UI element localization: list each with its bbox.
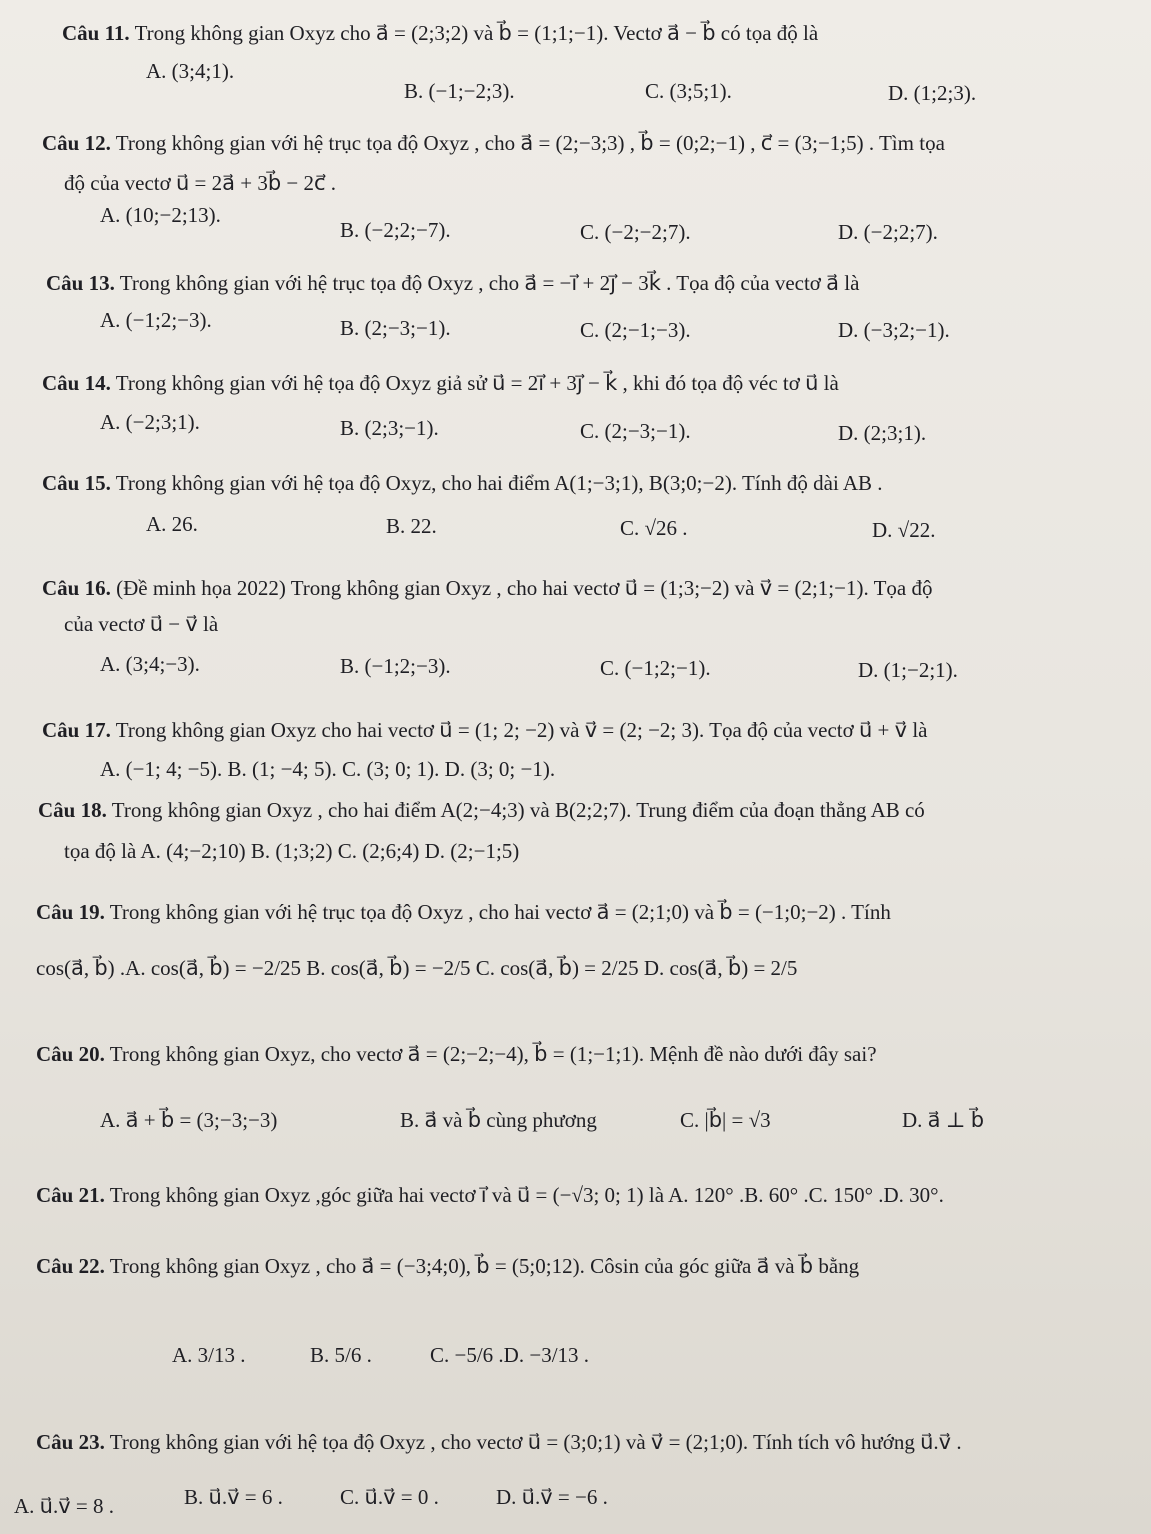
question-22-number: Câu 22. [36,1254,105,1278]
question-11-option-c: C. (3;5;1). [645,79,732,103]
question-16-option-a: A. (3;4;−3). [100,652,200,676]
question-14-stem [42,370,839,396]
question-23-number: Câu 23. [36,1430,105,1454]
question-11-stem [62,20,818,46]
question-16-stem [42,575,932,601]
question-20-number: Câu 20. [36,1042,105,1066]
question-19-text: Trong không gian với hệ trục tọa độ Oxyz , cho hai vectơ a⃗ = (2;1;0) và b⃗ = (−1;0;−2) . Tính [109,900,891,924]
question-17-options: A. (−1; 4; −5). B. (1; −4; 5). C. (3; 0; 1). D. (3; 0; −1). [100,757,556,781]
question-22-option-cd: C. −5/6 .D. −3/13 . [430,1343,590,1367]
question-18-stem [38,797,925,823]
question-20-option-d: D. a⃗ ⊥ b⃗ [902,1108,985,1132]
question-23-text: Trong không gian với hệ tọa độ Oxyz , cho vectơ u⃗ = (3;0;1) và v⃗ = (2;1;0). Tính tích vô hướng u⃗.v⃗ . [109,1430,962,1454]
question-15-option-d: D. √22. [872,518,936,542]
question-22-option-a: A. 3/13 . [172,1343,246,1367]
question-12-text: Trong không gian với hệ trục tọa độ Oxyz , cho a⃗ = (2;−3;3) , b⃗ = (0;2;−1) , c⃗ = (3;−1;5) . Tìm tọa [115,131,945,155]
question-12-option-d: D. (−2;2;7). [838,220,938,244]
question-20-stem [36,1041,877,1067]
question-17-number: Câu 17. [42,718,111,742]
question-13-option-d: D. (−3;2;−1). [838,318,950,342]
question-21-number: Câu 21. [36,1183,105,1207]
question-11-option-d: D. (1;2;3). [888,81,977,105]
question-13-option-c: C. (2;−1;−3). [580,318,691,342]
question-15-text: Trong không gian với hệ tọa độ Oxyz, cho hai điểm A(1;−3;1), B(3;0;−2). Tính độ dài AB . [115,471,883,495]
question-16-stem-cont: của vectơ u⃗ − v⃗ là [64,612,219,636]
question-23-option-a: A. u⃗.v⃗ = 8 . [14,1494,114,1518]
question-19-number: Câu 19. [36,900,105,924]
question-14-number: Câu 14. [42,371,111,395]
question-13-text: Trong không gian với hệ trục tọa độ Oxyz , cho a⃗ = −i⃗ + 2j⃗ − 3k⃗ . Tọa độ của vectơ a⃗ là [119,271,860,295]
question-13-option-a: A. (−1;2;−3). [100,308,212,332]
question-15-stem [42,470,883,496]
question-20-text: Trong không gian Oxyz, cho vectơ a⃗ = (2;−2;−4), b⃗ = (1;−1;1). Mệnh đề nào dưới đây sai? [109,1042,877,1066]
question-12-option-c: C. (−2;−2;7). [580,220,691,244]
question-13-stem [46,270,859,296]
question-14-option-c: C. (2;−3;−1). [580,419,691,443]
question-11-option-a: A. (3;4;1). [146,59,235,83]
question-12-stem-cont: độ của vectơ u⃗ = 2a⃗ + 3b⃗ − 2c⃗ . [64,171,337,195]
question-16-number: Câu 16. [42,576,111,600]
question-19-options: cos(a⃗, b⃗) .A. cos(a⃗, b⃗) = −2/25 B. cos(a⃗, b⃗) = −2/5 C. cos(a⃗, b⃗) = 2/25 D. cos(a⃗, b⃗) = 2/5 [36,956,798,980]
question-17-text: Trong không gian Oxyz cho hai vectơ u⃗ = (1; 2; −2) và v⃗ = (2; −2; 3). Tọa độ của vectơ u⃗ + v⃗ là [115,718,928,742]
question-15-number: Câu 15. [42,471,111,495]
question-23-option-d: D. u⃗.v⃗ = −6 . [496,1485,608,1509]
question-16-text: (Đề minh họa 2022) Trong không gian Oxyz , cho hai vectơ u⃗ = (1;3;−2) và v⃗ = (2;1;−1). Tọa độ [116,576,933,600]
question-18-options: tọa độ là A. (4;−2;10) B. (1;3;2) C. (2;6;4) D. (2;−1;5) [64,839,520,863]
question-20-option-a: A. a⃗ + b⃗ = (3;−3;−3) [100,1108,278,1132]
question-13-option-b: B. (2;−3;−1). [340,316,451,340]
question-16-option-d: D. (1;−2;1). [858,658,958,682]
question-16-option-c: C. (−1;2;−1). [600,656,711,680]
question-23-option-c: C. u⃗.v⃗ = 0 . [340,1485,439,1509]
question-20-option-c: C. |b⃗| = √3 [680,1108,771,1132]
question-11-number: Câu 11. [62,21,130,45]
question-11-text: Trong không gian Oxyz cho a⃗ = (2;3;2) và b⃗ = (1;1;−1). Vectơ a⃗ − b⃗ có tọa độ là [134,21,819,45]
question-23-stem [36,1429,962,1455]
question-18-text: Trong không gian Oxyz , cho hai điểm A(2;−4;3) và B(2;2;7). Trung điểm của đoạn thẳng AB có [111,798,925,822]
question-17-stem [42,717,928,743]
question-12-option-a: A. (10;−2;13). [100,203,221,227]
question-14-text: Trong không gian với hệ tọa độ Oxyz giả sử u⃗ = 2i⃗ + 3j⃗ − k⃗ , khi đó tọa độ véc tơ u⃗ là [115,371,839,395]
question-12-stem [42,130,945,156]
question-19-stem [36,899,891,925]
question-15-option-b: B. 22. [386,514,437,538]
question-14-option-b: B. (2;3;−1). [340,416,439,440]
question-21-stem [36,1182,944,1208]
question-13-number: Câu 13. [46,271,115,295]
question-20-option-b: B. a⃗ và b⃗ cùng phương [400,1108,597,1132]
question-22-text: Trong không gian Oxyz , cho a⃗ = (−3;4;0), b⃗ = (5;0;12). Côsin của góc giữa a⃗ và b⃗ bằng [109,1254,860,1278]
question-22-option-b: B. 5/6 . [310,1343,372,1367]
question-21-text: Trong không gian Oxyz ,góc giữa hai vectơ i⃗ và u⃗ = (−√3; 0; 1) là A. 120° .B. 60° .C. 150° .D. 30°. [109,1183,944,1207]
question-14-option-d: D. (2;3;1). [838,421,927,445]
question-16-option-b: B. (−1;2;−3). [340,654,451,678]
question-12-number: Câu 12. [42,131,111,155]
question-11-option-b: B. (−1;−2;3). [404,79,515,103]
question-23-option-b: B. u⃗.v⃗ = 6 . [184,1485,283,1509]
question-18-number: Câu 18. [38,798,107,822]
question-15-option-c: C. √26 . [620,516,688,540]
question-22-stem [36,1253,859,1279]
question-15-option-a: A. 26. [146,512,198,536]
question-14-option-a: A. (−2;3;1). [100,410,200,434]
question-12-option-b: B. (−2;2;−7). [340,218,451,242]
